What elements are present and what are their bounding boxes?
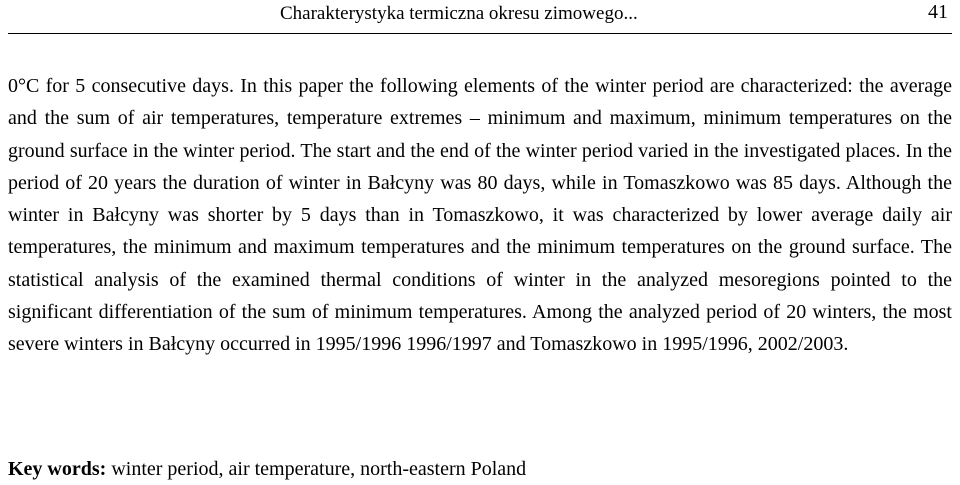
abstract-paragraph: 0°C for 5 consecutive days. In this paper the following elements of the winter period are characterized: the average and the sum of air temperatures, temperature extremes – minimum and maximum, minimum temperatures on the ground surface in the winter period. The start and the end of the winter period varied in the investigated places. In the period of 20 years the duration of winter in Bałcyny was 80 days, while in Tomaszkowo was 85 days. Although the winter in Bałcyny was shorter by 5 days than in Tomaszkowo, it was characterized by lower average daily air temperatures, the minimum and maximum temperatures and the minimum temperatures on the ground surface. The statistical analysis of the examined thermal conditions of winter in the analyzed mesoregions pointed to the significant differentiation of the sum of minimum temperatures. Among the analyzed period of 20 winters, the most severe winters in Bałcyny occurred in 1995/1996 1996/1997 and Tomaszkowo in 1995/1996, 2002/2003. — [8, 75, 952, 356]
keywords-value: winter period, air temperature, north-eastern Poland — [106, 458, 527, 480]
keywords-label: Key words: — [8, 458, 107, 480]
page-number: 41 — [928, 1, 948, 23]
running-header — [0, 0, 960, 36]
running-title: Charakterystyka termiczna okresu zimowego... — [280, 3, 638, 24]
keywords-line — [8, 455, 952, 483]
header-rule — [8, 33, 952, 34]
